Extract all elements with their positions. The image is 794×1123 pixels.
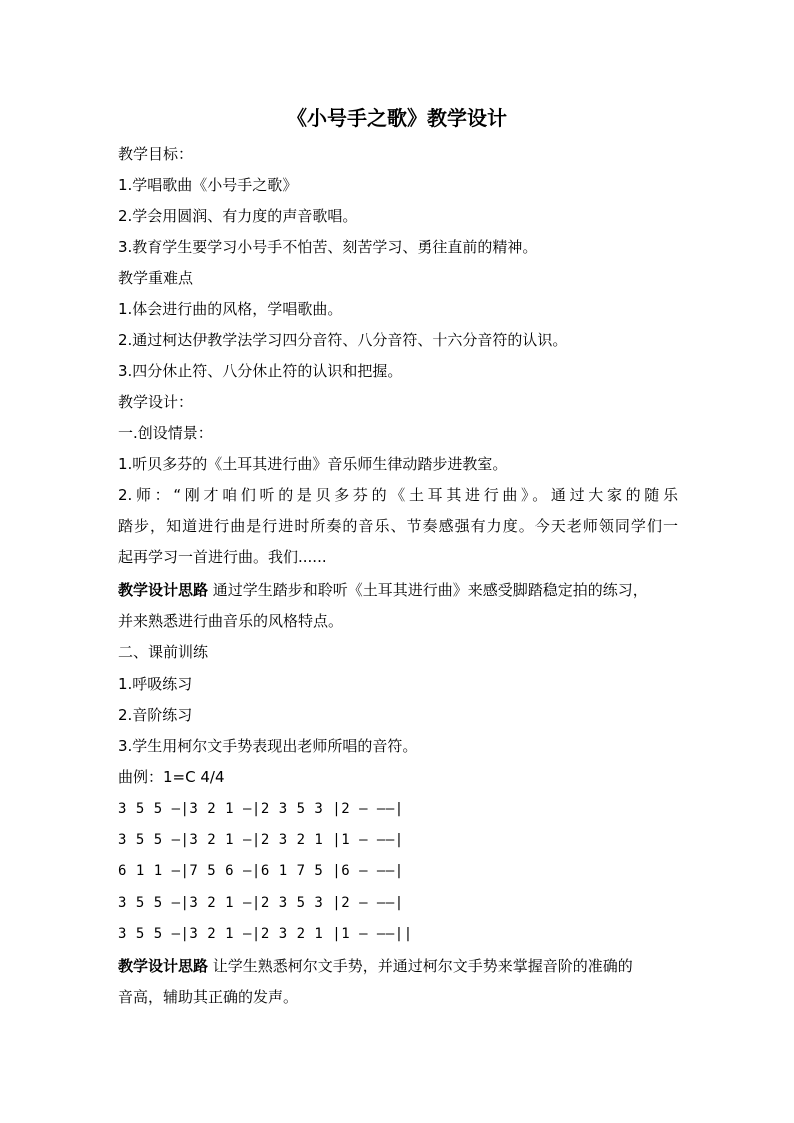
design-rationale-1-continued: 并来熟悉进行曲音乐的风格特点。 — [118, 612, 344, 630]
design-rationale-1 — [118, 580, 678, 600]
section-2-heading: 二、课前训练 — [118, 643, 209, 661]
example-key-signature: 曲例：1=C 4/4 — [118, 768, 225, 786]
section-1-item-2-line-3: 起再学习一首进行曲。我们...... — [118, 548, 327, 566]
section-2-item-2: 2.音阶练习 — [118, 706, 193, 724]
key-point-2: 2.通过柯达伊教学法学习四分音符、八分音符、十六分音符的认识。 — [118, 331, 568, 349]
key-point-1: 1.体会进行曲的风格，学唱歌曲。 — [118, 300, 343, 318]
section-1-item-2-line-1: 2.师：“刚才咱们听的是贝多芬的《土耳其进行曲》。通过大家的随乐 — [118, 486, 678, 504]
section-2-item-1: 1.呼吸练习 — [118, 675, 193, 693]
goal-item-3: 3.教育学生要学习小号手不怕苦、刻苦学习、勇往直前的精神。 — [118, 238, 538, 256]
section-1-item-1: 1.听贝多芬的《土耳其进行曲》音乐师生律动踏步进教室。 — [118, 455, 508, 473]
goal-item-2: 2.学会用圆润、有力度的声音歌唱。 — [118, 207, 358, 225]
notation-line-2: 3 5 5 —|3 2 1 —|2 3 2 1 |1 — ——| — [118, 832, 404, 848]
design-rationale-label: 教学设计思路 — [118, 581, 209, 599]
section-2-item-3: 3.学生用柯尔文手势表现出老师所唱的音符。 — [118, 737, 418, 755]
design-rationale-label: 教学设计思路 — [118, 957, 209, 975]
section-1-item-2-line-2: 踏步，知道进行曲是行进时所奏的音乐、节奏感强有力度。今天老师领同学们一 — [118, 517, 678, 535]
notation-line-5: 3 5 5 —|3 2 1 —|2 3 2 1 |1 — ——|| — [118, 926, 413, 942]
heading-teaching-design: 教学设计： — [118, 393, 194, 411]
heading-teaching-goals: 教学目标： — [118, 145, 194, 163]
design-rationale-2 — [118, 956, 678, 976]
design-rationale-text: 通过学生踏步和聆听《土耳其进行曲》来感受脚踏稳定拍的练习， — [208, 581, 648, 599]
design-rationale-2-continued: 音高，辅助其正确的发声。 — [118, 988, 299, 1006]
notation-line-3: 6 1 1 —|7 5 6 —|6 1 7 5 |6 — ——| — [118, 863, 404, 879]
goal-item-1: 1.学唱歌曲《小号手之歌》 — [118, 176, 298, 194]
section-1-heading: 一.创设情景： — [118, 424, 213, 442]
document-title: 《小号手之歌》教学设计 — [287, 106, 507, 130]
notation-line-1: 3 5 5 —|3 2 1 —|2 3 5 3 |2 — ——| — [118, 801, 404, 817]
design-rationale-text: 让学生熟悉柯尔文手势，并通过柯尔文手势来掌握音阶的准确的 — [208, 957, 633, 975]
heading-key-points: 教学重难点 — [118, 269, 194, 287]
notation-line-4: 3 5 5 —|3 2 1 —|2 3 5 3 |2 — ——| — [118, 895, 404, 911]
key-point-3: 3.四分休止符、八分休止符的认识和把握。 — [118, 362, 403, 380]
